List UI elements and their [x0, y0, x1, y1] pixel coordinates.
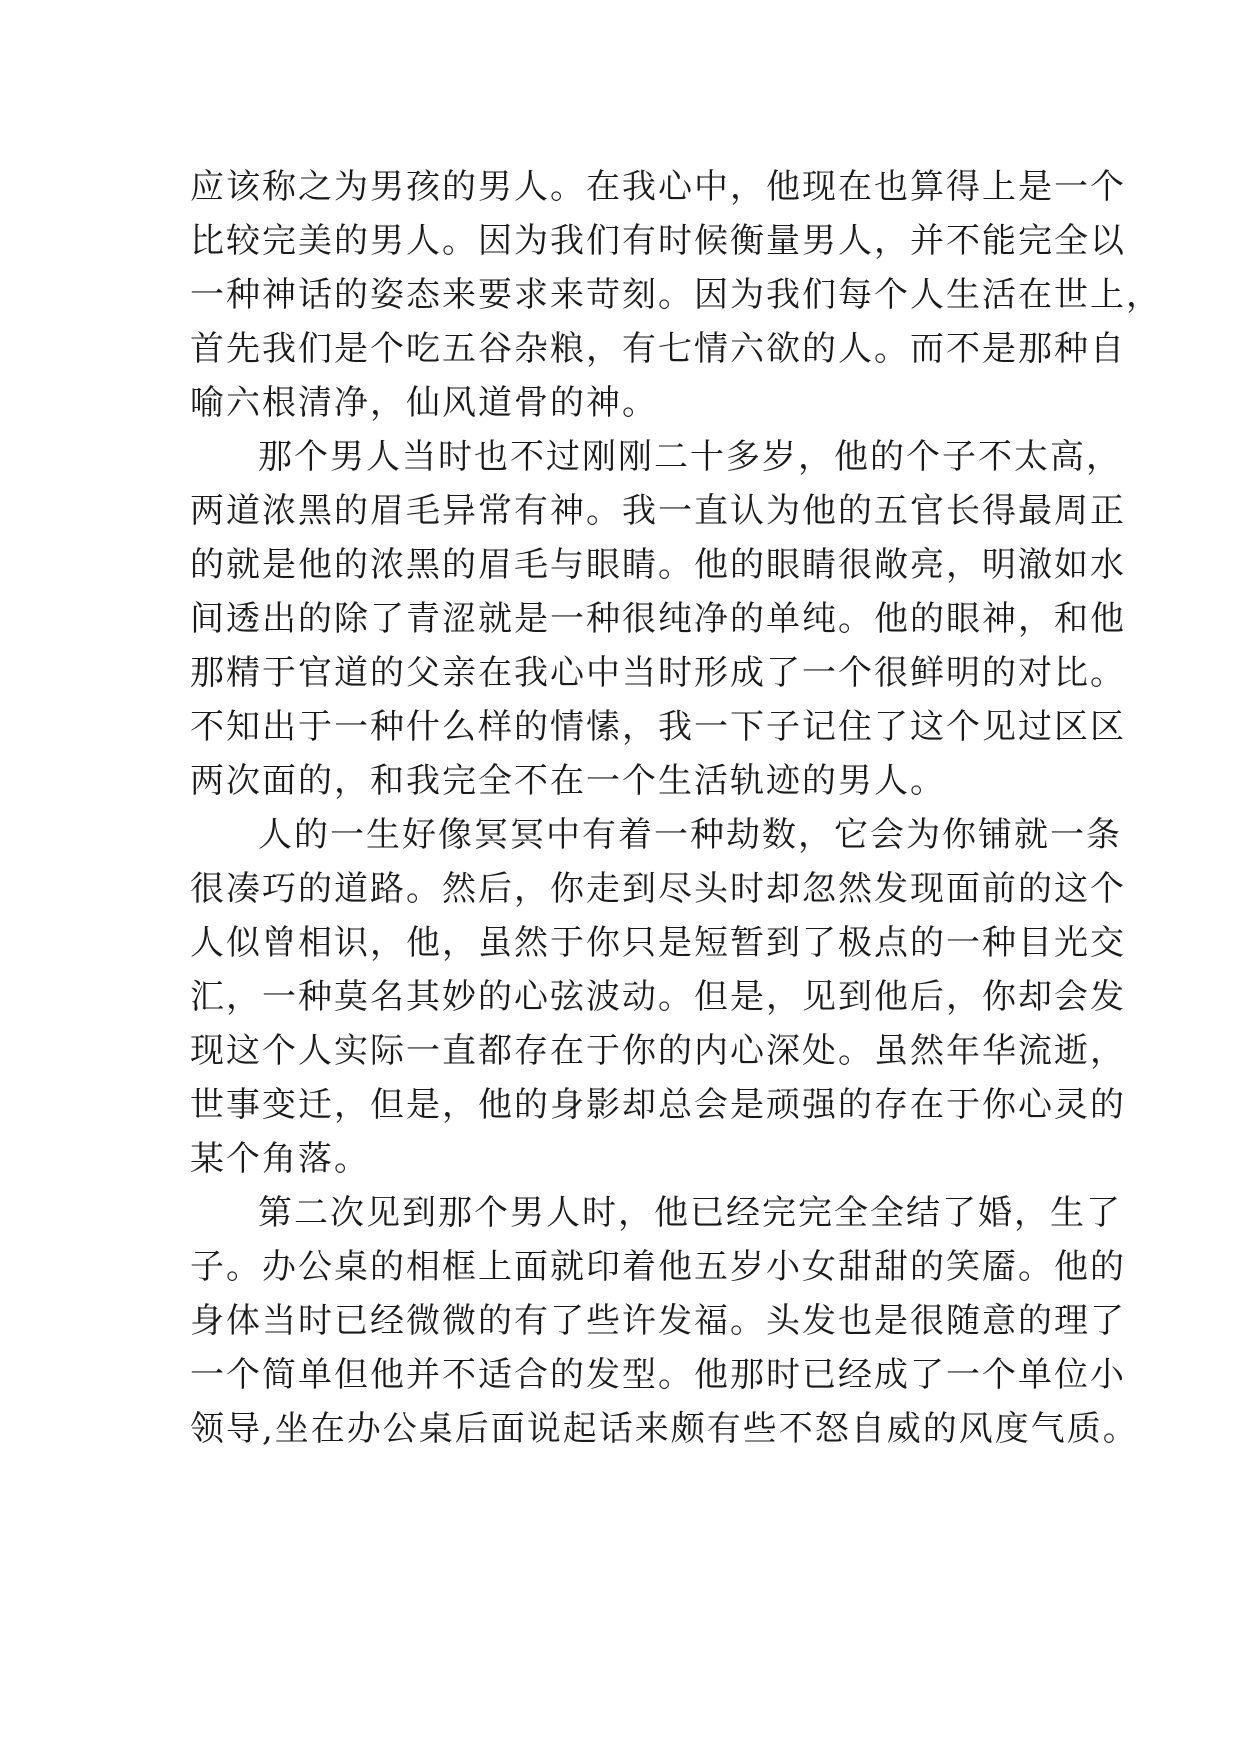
- text-line: 应该称之为男孩的男人。在我心中，他现在也算得上是一个: [190, 167, 1126, 207]
- text-line: 间透出的除了青涩就是一种很纯净的单纯。他的眼神，和他: [190, 599, 1126, 639]
- text-line: 首先我们是个吃五谷杂粮，有七情六欲的人。而不是那种自: [190, 329, 1126, 369]
- text-line: 现这个人实际一直都存在于你的内心深处。虽然年华流逝，: [190, 1031, 1126, 1071]
- paragraph-start-line: 那个男人当时也不过刚刚二十多岁，他的个子不太高，: [258, 437, 1122, 477]
- text-line: 的就是他的浓黑的眉毛与眼睛。他的眼睛很敞亮，明澈如水: [190, 545, 1126, 585]
- text-line: 汇，一种莫名其妙的心弦波动。但是，见到他后，你却会发: [190, 977, 1126, 1017]
- body-text: [190, 160, 1162, 1456]
- text-line: 喻六根清净，仙风道骨的神。: [190, 383, 658, 423]
- text-line: 两次面的，和我完全不在一个生活轨迹的男人。: [190, 761, 946, 801]
- text-line: 不知出于一种什么样的情愫，我一下子记住了这个见过区区: [190, 707, 1126, 747]
- text-line: 某个角落。: [190, 1139, 370, 1179]
- text-line: 人似曾相识，他，虽然于你只是短暂到了极点的一种目光交: [190, 923, 1126, 963]
- text-line: 一种神话的姿态来要求来苛刻。因为我们每个人生活在世上，: [190, 275, 1162, 315]
- text-line: 身体当时已经微微的有了些许发福。头发也是很随意的理了: [190, 1301, 1126, 1341]
- paragraph-start-line: 人的一生好像冥冥中有着一种劫数，它会为你铺就一条: [258, 815, 1122, 855]
- text-line: 一个简单但他并不适合的发型。他那时已经成了一个单位小: [190, 1355, 1126, 1395]
- text-line: 那精于官道的父亲在我心中当时形成了一个很鲜明的对比。: [190, 653, 1126, 693]
- text-line: 两道浓黑的眉毛异常有神。我一直认为他的五官长得最周正: [190, 491, 1126, 531]
- text-line: 很凑巧的道路。然后，你走到尽头时却忽然发现面前的这个: [190, 869, 1126, 909]
- text-line: 领导,坐在办公桌后面说起话来颇有些不怒自威的风度气质。: [190, 1409, 1139, 1449]
- paragraph-start-line: 第二次见到那个男人时，他已经完完全全结了婚，生了: [258, 1193, 1122, 1233]
- text-line: 世事变迁，但是，他的身影却总会是顽强的存在于你心灵的: [190, 1085, 1126, 1125]
- text-line: 子。办公桌的相框上面就印着他五岁小女甜甜的笑靥。他的: [190, 1247, 1126, 1287]
- text-line: 比较完美的男人。因为我们有时候衡量男人，并不能完全以: [190, 221, 1126, 261]
